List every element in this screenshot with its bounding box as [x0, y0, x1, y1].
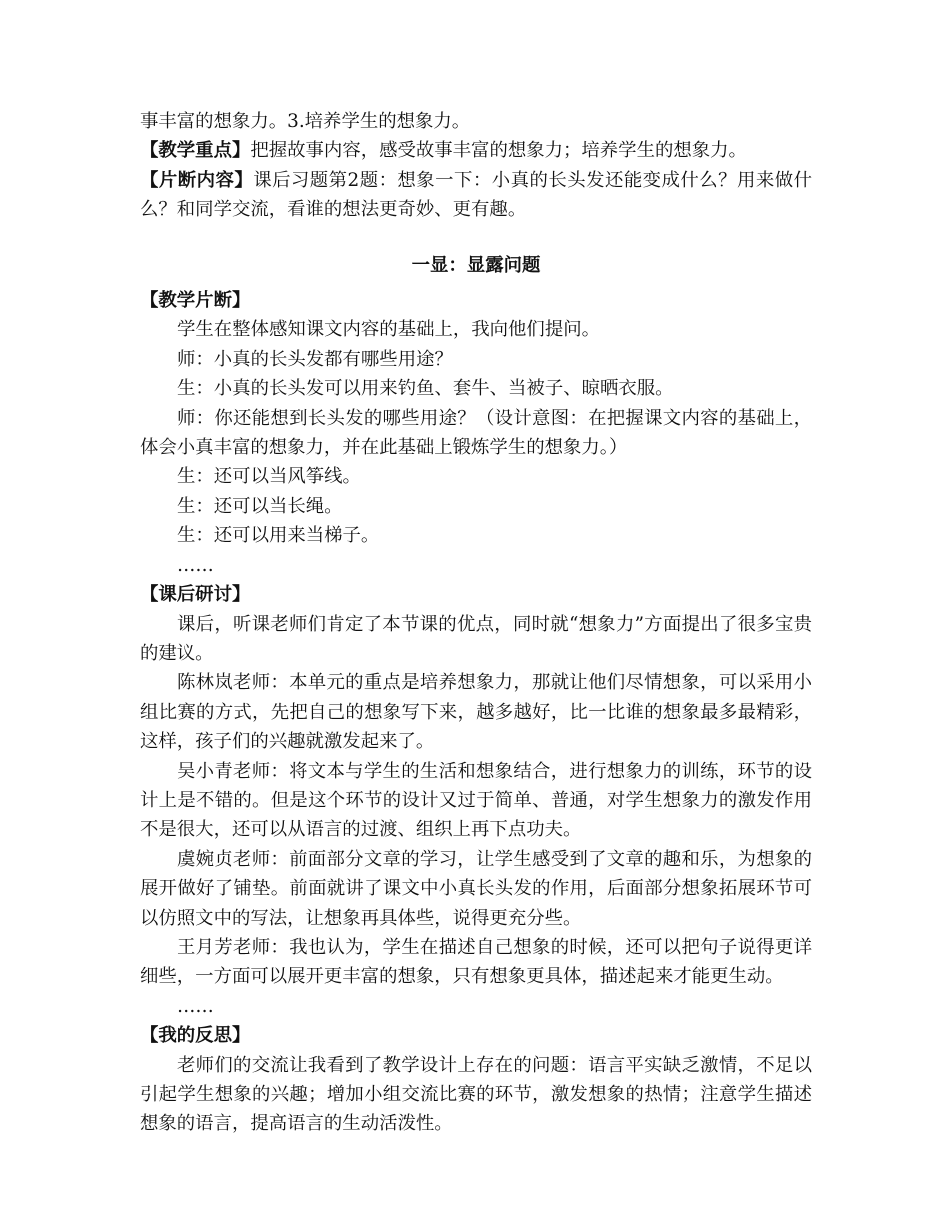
teaching-line: 生：还可以当长绳。 [177, 495, 343, 517]
teaching-line: 学生在整体感知课文内容的基础上，我向他们提问。 [177, 319, 600, 341]
ellipsis: …… [177, 995, 214, 1017]
fragment-content-label: 【片断内容】 [140, 169, 254, 191]
teaching-line: 生：还可以当风筝线。 [177, 466, 361, 488]
fragment-content [140, 166, 812, 225]
teaching-fragment-heading: 【教学片断】 [140, 290, 251, 312]
teaching-line: 师：你还能想到长头发的哪些用途？（设计意图：在把握课文内容的基础上，体会小真丰富的想象力，并在此基础上锻炼学生的想象力。） [140, 407, 812, 459]
discussion-paragraph: 虞婉贞老师：前面部分文章的学习，让学生感受到了文章的趣和乐，为想象的展开做好了铺垫。前面就讲了课文中小真长头发的作用，后面部分想象拓展环节可以仿照文中的写法，让想象再具体些，说得更充分些。 [140, 848, 812, 929]
discussion-paragraph: 陈林岚老师：本单元的重点是培养想象力，那就让他们尽情想象，可以采用小组比赛的方式，先把自己的想象写下来，越多越好，比一比谁的想象最多最精彩，这样，孩子们的兴趣就激发起来了。 [140, 672, 812, 753]
ellipsis: …… [177, 554, 214, 576]
teaching-focus-label: 【教学重点】 [140, 140, 251, 162]
discussion-paragraph: 课后，听课老师们肯定了本节课的优点，同时就“想象力”方面提出了很多宝贵的建议。 [140, 613, 812, 664]
intro-line: 事丰富的想象力。3.培养学生的想象力。 [140, 111, 471, 132]
document-page [140, 107, 812, 1139]
reflection-paragraph: 老师们的交流让我看到了教学设计上存在的问题：语言平实缺乏激情，不足以引起学生想象的兴趣；增加小组交流比赛的环节，激发想象的热情；注意学生描述想象的语言，提高语言的生动活泼性。 [140, 1054, 812, 1135]
teaching-line: 生：还可以用来当梯子。 [177, 525, 380, 547]
teaching-focus-text: 把握故事内容，感受故事丰富的想象力；培养学生的想象力。 [250, 140, 747, 162]
discussion-paragraph: 吴小青老师：将文本与学生的生活和想象结合，进行想象力的训练，环节的设计上是不错的。但是这个环节的设计又过于简单、普通，对学生想象力的激发作用不是很大，还可以从语言的过渡、组织上再下点功夫。 [140, 760, 812, 841]
teaching-line: 生：小真的长头发可以用来钓鱼、套牛、当被子、晾晒衣服。 [177, 378, 674, 400]
section-title: 一显：显露问题 [411, 254, 541, 276]
discussion-paragraph: 王月芳老师：我也认为，学生在描述自己想象的时候，还可以把句子说得更详细些，一方面可以展开更丰富的想象，只有想象更具体，描述起来才能更生动。 [140, 936, 812, 988]
reflection-heading: 【我的反思】 [140, 1025, 251, 1047]
discussion-heading: 【课后研讨】 [140, 584, 251, 606]
fragment-content-text: 课后习题第2题：想象一下：小真的长头发还能变成什么？用来做什么？和同学交流，看谁的想法更奇妙、更有趣。 [140, 169, 812, 221]
teaching-focus [140, 136, 812, 165]
teaching-line: 师：小真的长头发都有哪些用途？ [177, 348, 453, 370]
